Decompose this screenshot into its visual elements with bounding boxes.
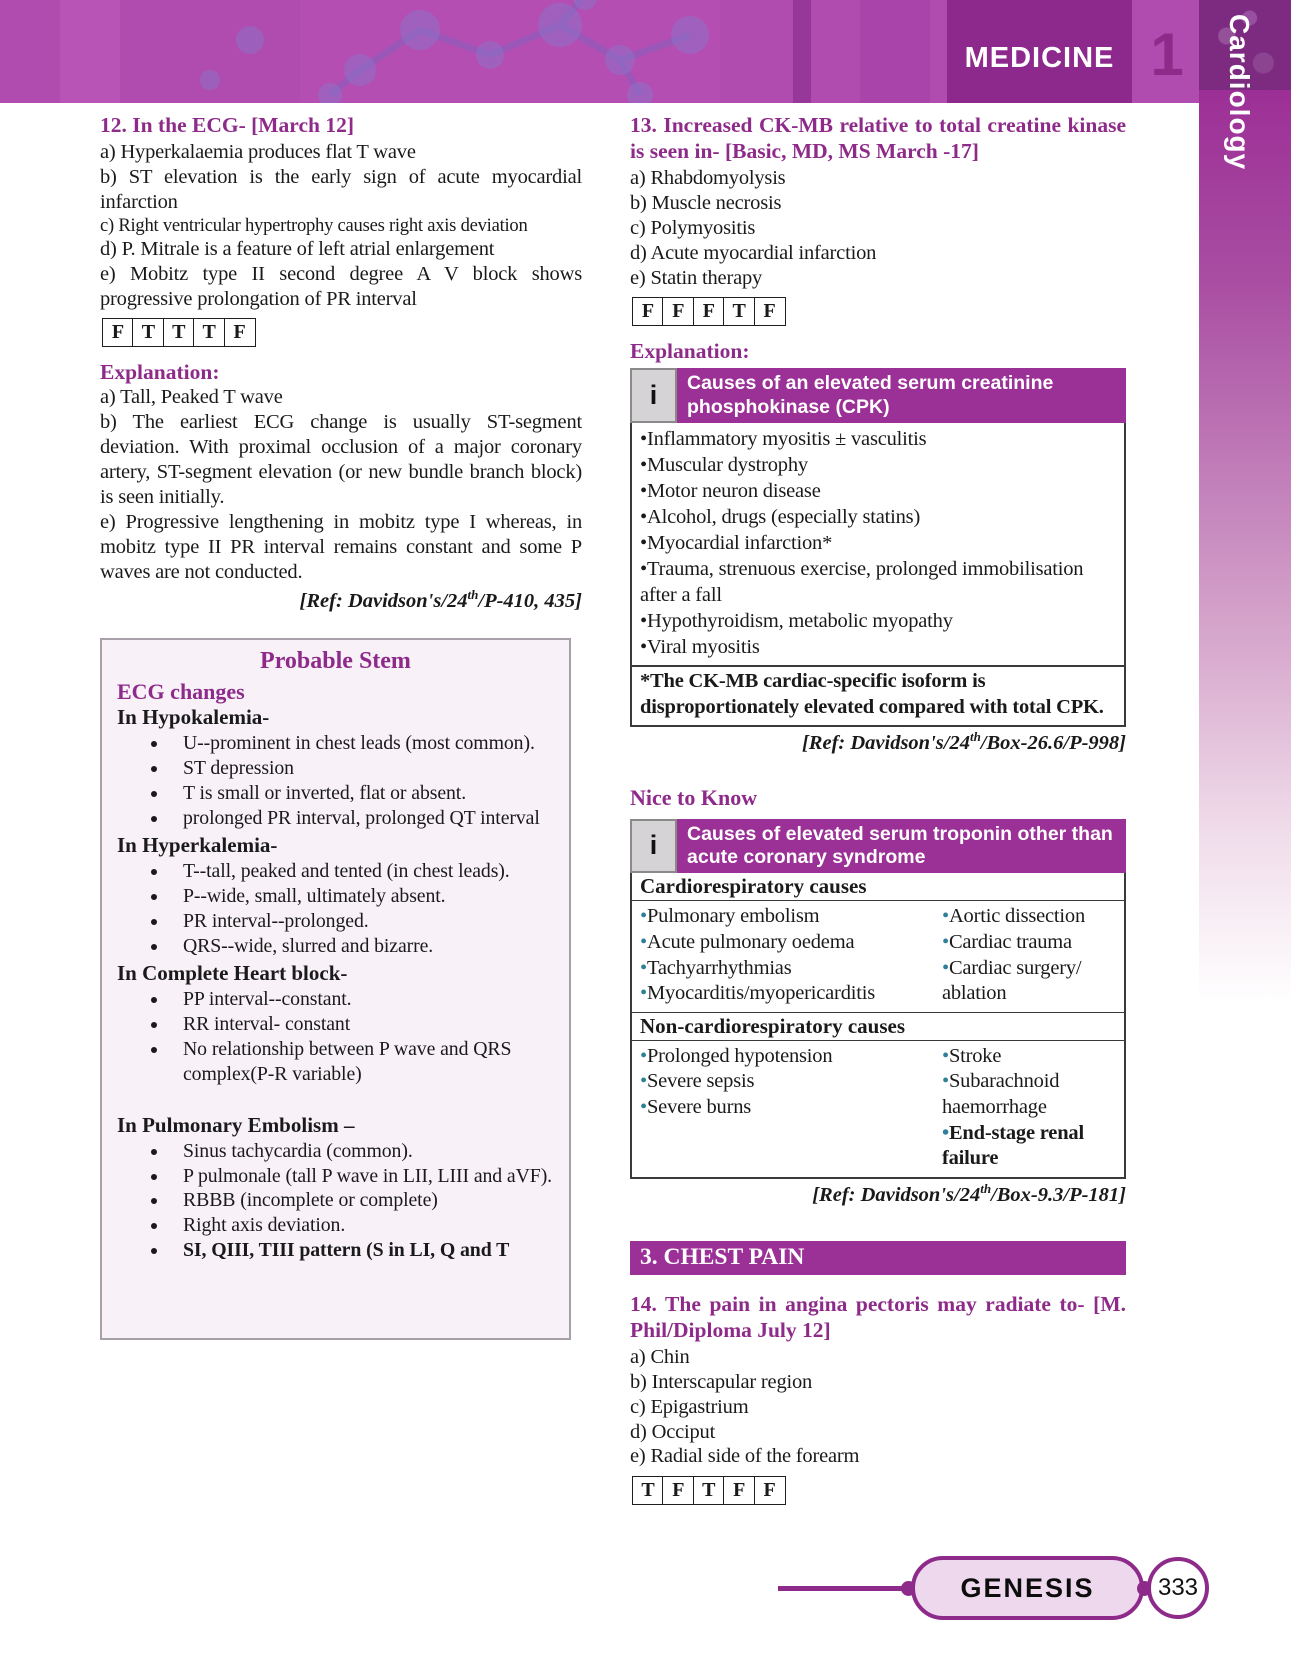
- question-12-title: 12. In the ECG- [March 12]: [100, 113, 355, 137]
- option: b) Interscapular region: [630, 1371, 813, 1394]
- option: a) Hyperkalaemia produces flat T wave: [100, 141, 416, 164]
- option: b) Muscle necrosis: [630, 192, 782, 215]
- troponin-cause: • Tachyarrhythmias: [640, 956, 942, 982]
- stem-bullet: • No relationship between P wave and QRS complex(P-R variable): [169, 1037, 554, 1087]
- reference-text: /Box-9.3/P-181]: [991, 1183, 1126, 1206]
- question-13-options: [630, 166, 1126, 290]
- troponin-right-list: [942, 901, 1124, 1012]
- brand-logo-pill: [911, 1556, 1144, 1620]
- option: a) Chin: [630, 1346, 690, 1369]
- troponin-cause: • Acute pulmonary oedema: [640, 930, 942, 956]
- question-14-answer-table: [632, 1476, 786, 1505]
- answer-cell: T: [723, 297, 755, 326]
- cpk-cause: • Inflammatory myositis ± vasculitis: [640, 426, 1116, 452]
- probable-stem-title: Probable Stem: [260, 648, 411, 675]
- troponin-cause: • Cardiac trauma: [942, 930, 1120, 956]
- troponin-right-list: [942, 1041, 1124, 1177]
- cpk-cause: • Myocardial infarction*: [640, 530, 1116, 556]
- explanation-paragraph: a) Tall, Peaked T wave: [100, 386, 283, 409]
- reference-text: [Ref: Davidson's/24: [812, 1183, 981, 1206]
- stem-bullet: • Sinus tachycardia (common).: [169, 1139, 554, 1164]
- explanation-paragraph: e) Progressive lengthening in mobitz type I whereas, in mobitz type II PR interval remains constant and some P waves are not conducted.: [100, 511, 582, 584]
- footer-rule: [778, 1586, 908, 1591]
- reference-text: /P-410, 435]: [478, 590, 582, 613]
- cpk-cause: • Viral myositis: [640, 634, 1116, 660]
- stem-bullet: • ST depression: [169, 756, 554, 781]
- answer-cell: F: [693, 297, 725, 326]
- reference-text: /Box-26.6/P-998]: [980, 731, 1126, 754]
- cpk-cause: • Muscular dystrophy: [640, 452, 1116, 478]
- troponin-cause: • End-stage renal failure: [942, 1121, 1120, 1172]
- troponin-info-box: [630, 819, 1126, 1179]
- left-column: [100, 112, 582, 1340]
- stem-bullet: • U--prominent in chest leads (most common).: [169, 731, 554, 756]
- stem-bullet: • PR interval--prolonged.: [169, 909, 554, 934]
- cpk-box-header-text: Causes of an elevated serum creatinine phosphokinase (CPK): [677, 368, 1126, 423]
- subject-label: MEDICINE: [964, 42, 1115, 74]
- stem-bullet: • P--wide, small, ultimately absent.: [169, 884, 554, 909]
- option: c) Polymyositis: [630, 217, 756, 240]
- answer-cell: T: [632, 1476, 664, 1505]
- info-icon: i: [630, 819, 677, 874]
- troponin-cause: • Subarachnoid haemorrhage: [942, 1069, 1120, 1120]
- page-number-badge: [1147, 1557, 1209, 1619]
- answer-cell: T: [132, 318, 164, 347]
- option: a) Rhabdomyolysis: [630, 167, 786, 190]
- explanation-heading-13: Explanation:: [630, 339, 750, 364]
- stem-section-list: [117, 1139, 554, 1264]
- stem-section-heading: In Hypokalemia-: [117, 705, 270, 730]
- reference-13: [630, 729, 1126, 755]
- troponin-cause: • Cardiac surgery/ ablation: [942, 956, 1120, 1007]
- stem-bullet: • RR interval- constant: [169, 1012, 554, 1037]
- stem-bullet: • T--tall, peaked and tented (in chest leads).: [169, 859, 554, 884]
- answer-cell: F: [754, 297, 786, 326]
- answer-cell: F: [224, 318, 256, 347]
- reference-text: [Ref: Davidson's/24: [299, 590, 468, 613]
- option: c) Right ventricular hypertrophy causes right axis deviation: [100, 214, 528, 236]
- cpk-cause: • Trauma, strenuous exercise, prolonged immobilisation after a fall: [640, 556, 1116, 608]
- cpk-cause: • Hypothyroidism, metabolic myopathy: [640, 608, 1116, 634]
- chapter-number: 1: [1150, 21, 1184, 88]
- probable-stem-box: [100, 638, 571, 1340]
- answer-cell: F: [754, 1476, 786, 1505]
- option: d) P. Mitrale is a feature of left atrial enlargement: [100, 238, 495, 261]
- answer-cell: F: [662, 297, 694, 326]
- answer-cell: F: [632, 297, 664, 326]
- stem-bullet: • prolonged PR interval, prolonged QT interval: [169, 806, 554, 831]
- brand-logo-text: GENESIS: [960, 1572, 1095, 1603]
- sidebar-tab-cardiology: Cardiology: [1224, 14, 1255, 171]
- troponin-cause: • Aortic dissection: [942, 904, 1120, 930]
- cpk-footnote: *The CK-MB cardiac-specific isoform is disproportionately elevated compared with total CPK.: [630, 667, 1126, 726]
- option: b) ST elevation is the early sign of acute myocardial infarction: [100, 166, 582, 213]
- answer-cell: F: [723, 1476, 755, 1505]
- stem-section-list: [117, 987, 554, 1087]
- troponin-row: [632, 901, 1124, 1012]
- explanation-12: [100, 385, 582, 585]
- cpk-cause-list: [640, 426, 1116, 660]
- sidebar-gradient: [1199, 90, 1291, 1666]
- stem-bullet: • PP interval--constant.: [169, 987, 554, 1012]
- troponin-row: [632, 1041, 1124, 1177]
- troponin-cause: • Pulmonary embolism: [640, 904, 942, 930]
- question-13-answer-table: [632, 297, 786, 326]
- info-icon: i: [630, 368, 677, 423]
- sidebar: [1199, 0, 1291, 1666]
- troponin-left-list: [632, 1041, 942, 1177]
- option: e) Statin therapy: [630, 266, 763, 289]
- question-13-title: 13. Increased CK-MB relative to total creatine kinase is seen in- [Basic, MD, MS March -17]: [630, 113, 1126, 164]
- cpk-cause: • Alcohol, drugs (especially statins): [640, 504, 1116, 530]
- stem-bullet: • T is small or inverted, flat or absent.: [169, 781, 554, 806]
- cpk-info-box: [630, 368, 1126, 726]
- stem-section-list: [117, 859, 554, 959]
- stem-section-heading: In Pulmonary Embolism –: [117, 1112, 355, 1137]
- reference-sup: th: [980, 1180, 992, 1196]
- option: c) Epigastrium: [630, 1395, 749, 1418]
- option: d) Acute myocardial infarction: [630, 241, 877, 264]
- troponin-left-list: [632, 901, 942, 1012]
- right-column: [630, 112, 1126, 1505]
- stem-bullet: • P pulmonale (tall P wave in LII, LIII and aVF).: [169, 1164, 554, 1189]
- stem-section-heading: In Hyperkalemia-: [117, 833, 278, 858]
- troponin-box-header: [630, 819, 1126, 874]
- nice-to-know-heading: Nice to Know: [630, 784, 758, 810]
- troponin-cause: • Severe burns: [640, 1095, 942, 1121]
- cpk-box-body: [630, 423, 1126, 667]
- question-14-options: [630, 1345, 1126, 1469]
- troponin-cause: • Severe sepsis: [640, 1069, 942, 1095]
- subject-label-box: [947, 0, 1132, 103]
- troponin-box-header-text: Causes of elevated serum troponin other than acute coronary syndrome: [677, 819, 1126, 874]
- troponin-cause: • Prolonged hypotension: [640, 1044, 942, 1070]
- option: d) Occiput: [630, 1420, 716, 1443]
- question-12-options: [100, 140, 582, 311]
- cpk-box-header: [630, 368, 1126, 423]
- troponin-section-heading: Non-cardiorespiratory causes: [632, 1012, 1124, 1041]
- stem-bullet: • SI, QIII, TIII pattern (S in LI, Q and T: [169, 1238, 554, 1263]
- reference-12: [100, 587, 582, 613]
- reference-sup: th: [467, 587, 479, 603]
- question-12-answer-table: [102, 318, 256, 347]
- question-14-title: 14. The pain in angina pectoris may radiate to- [M. Phil/Diploma July 12]: [630, 1291, 1126, 1343]
- answer-cell: F: [102, 318, 134, 347]
- troponin-cause: • Stroke: [942, 1044, 1120, 1070]
- explanation-paragraph: b) The earliest ECG change is usually ST-segment deviation. With proximal occlusion of a major coronary artery, ST-segment elevation (or new bundle branch block) is seen initially.: [100, 411, 582, 509]
- reference-text: [Ref: Davidson's/24: [801, 731, 970, 754]
- stem-bullet: • RBBB (incomplete or complete): [169, 1188, 554, 1213]
- reference-sup: th: [969, 728, 981, 744]
- section-3-header: 3. CHEST PAIN: [630, 1241, 1126, 1275]
- probable-stem-subtitle: ECG changes: [117, 679, 245, 705]
- page-number: 333: [1157, 1574, 1199, 1601]
- option: e) Radial side of the forearm: [630, 1445, 860, 1468]
- answer-cell: T: [193, 318, 225, 347]
- reference-troponin: [630, 1181, 1126, 1207]
- explanation-heading-12: Explanation:: [100, 360, 220, 385]
- stem-bullet: • Right axis deviation.: [169, 1213, 554, 1238]
- stem-section-list: [117, 731, 554, 831]
- top-banner: [0, 0, 1199, 103]
- troponin-box-body: [630, 873, 1126, 1179]
- stem-section-heading: In Complete Heart block-: [117, 960, 348, 985]
- answer-cell: T: [163, 318, 195, 347]
- troponin-cause: • Myocarditis/myopericarditis: [640, 981, 942, 1007]
- cpk-cause: • Motor neuron disease: [640, 478, 1116, 504]
- troponin-section-heading: Cardiorespiratory causes: [632, 873, 1124, 901]
- option: e) Mobitz type II second degree A V block shows progressive prolongation of PR interval: [100, 262, 582, 310]
- stem-bullet: • QRS--wide, slurred and bizarre.: [169, 934, 554, 959]
- answer-cell: T: [693, 1476, 725, 1505]
- answer-cell: F: [662, 1476, 694, 1505]
